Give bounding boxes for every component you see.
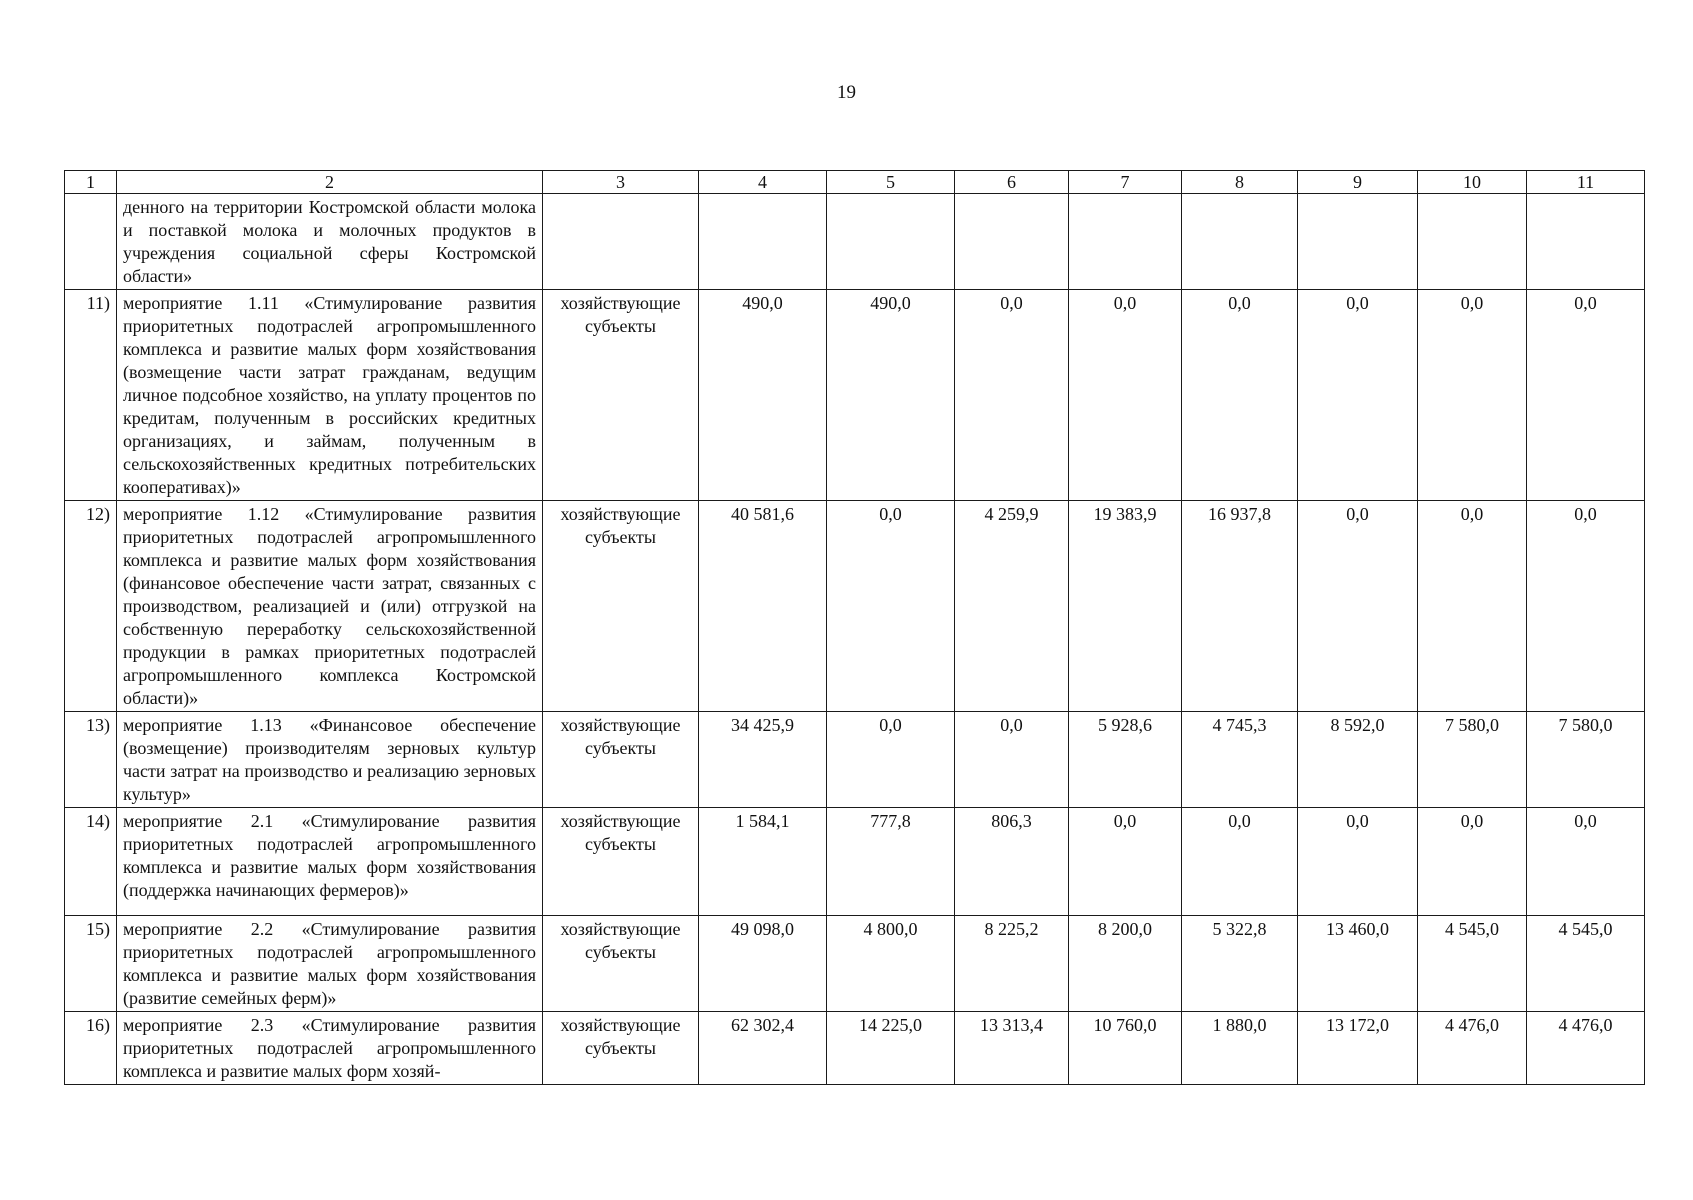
- funding-value: 4 476,0: [1418, 1012, 1527, 1085]
- funding-value: [1418, 194, 1527, 290]
- funding-value: 8 592,0: [1298, 712, 1418, 808]
- table-row: [65, 808, 1645, 916]
- funding-value: 0,0: [1298, 290, 1418, 501]
- funding-value: 13 172,0: [1298, 1012, 1418, 1085]
- funding-value: 7 580,0: [1527, 712, 1645, 808]
- funding-value: 8 225,2: [955, 916, 1069, 1012]
- executor: хозяйствующие субъекты: [543, 712, 699, 808]
- column-header: 5: [827, 171, 955, 194]
- page-number: 19: [837, 82, 856, 103]
- measure-description: мероприятие 2.2 «Стимулирование развития приоритетных подотраслей агропромышленного комплекса и развитие малых форм хозяйствования (развитие семейных ферм)»: [117, 916, 543, 1012]
- column-header: 7: [1069, 171, 1182, 194]
- funding-value: 1 584,1: [699, 808, 827, 916]
- executor: хозяйствующие субъекты: [543, 916, 699, 1012]
- funding-value: 49 098,0: [699, 916, 827, 1012]
- program-measures-table: [64, 170, 1645, 1085]
- funding-value: 16 937,8: [1182, 501, 1298, 712]
- funding-value: 0,0: [955, 712, 1069, 808]
- measure-description: мероприятие 2.3 «Стимулирование развития приоритетных подотраслей агропромышленного комплекса и развитие малых форм хозяй-: [117, 1012, 543, 1085]
- funding-value: 40 581,6: [699, 501, 827, 712]
- funding-value: 490,0: [827, 290, 955, 501]
- executor: хозяйствующие субъекты: [543, 808, 699, 916]
- funding-value: 0,0: [1069, 808, 1182, 916]
- executor: хозяйствующие субъекты: [543, 1012, 699, 1085]
- column-header: 6: [955, 171, 1069, 194]
- funding-value: 0,0: [1418, 501, 1527, 712]
- column-header: 4: [699, 171, 827, 194]
- executor: хозяйствующие субъекты: [543, 501, 699, 712]
- row-number: 11): [65, 290, 117, 501]
- funding-value: 0,0: [827, 501, 955, 712]
- measure-description: мероприятие 2.1 «Стимулирование развития приоритетных подотраслей агропромышленного комплекса и развитие малых форм хозяйствования (поддержка начинающих фермеров)»: [117, 808, 543, 916]
- funding-value: [1527, 194, 1645, 290]
- row-number: 16): [65, 1012, 117, 1085]
- funding-value: 806,3: [955, 808, 1069, 916]
- table-row: [65, 501, 1645, 712]
- measure-description: денного на территории Костромской области молока и поставкой молока и молочных продуктов в учреждения социальной сферы Костромской области»: [117, 194, 543, 290]
- funding-value: [955, 194, 1069, 290]
- funding-value: 4 745,3: [1182, 712, 1298, 808]
- table-row: [65, 712, 1645, 808]
- funding-value: 7 580,0: [1418, 712, 1527, 808]
- column-header: 3: [543, 171, 699, 194]
- table-row: [65, 1012, 1645, 1085]
- funding-value: 0,0: [1298, 501, 1418, 712]
- funding-value: 10 760,0: [1069, 1012, 1182, 1085]
- executor: хозяйствующие субъекты: [543, 290, 699, 501]
- funding-value: 8 200,0: [1069, 916, 1182, 1012]
- table-row: [65, 194, 1645, 290]
- funding-value: 5 322,8: [1182, 916, 1298, 1012]
- funding-value: 0,0: [1418, 290, 1527, 501]
- column-header: 1: [65, 171, 117, 194]
- funding-value: 5 928,6: [1069, 712, 1182, 808]
- column-header: 8: [1182, 171, 1298, 194]
- funding-value: [699, 194, 827, 290]
- column-header: 2: [117, 171, 543, 194]
- funding-value: 0,0: [1527, 808, 1645, 916]
- funding-value: 0,0: [1418, 808, 1527, 916]
- funding-value: 19 383,9: [1069, 501, 1182, 712]
- funding-value: 0,0: [1527, 501, 1645, 712]
- row-number: [65, 194, 117, 290]
- measure-description: мероприятие 1.13 «Финансовое обеспечение (возмещение) производителям зерновых культур части затрат на производство и реализацию зерновых культур»: [117, 712, 543, 808]
- funding-value: 4 545,0: [1418, 916, 1527, 1012]
- funding-value: 34 425,9: [699, 712, 827, 808]
- funding-value: 0,0: [1298, 808, 1418, 916]
- funding-value: 0,0: [1527, 290, 1645, 501]
- row-number: 15): [65, 916, 117, 1012]
- row-number: 14): [65, 808, 117, 916]
- funding-value: 1 880,0: [1182, 1012, 1298, 1085]
- funding-value: [1069, 194, 1182, 290]
- funding-value: 62 302,4: [699, 1012, 827, 1085]
- column-header: 9: [1298, 171, 1418, 194]
- executor: [543, 194, 699, 290]
- funding-value: 777,8: [827, 808, 955, 916]
- funding-value: [1298, 194, 1418, 290]
- funding-value: 0,0: [955, 290, 1069, 501]
- table-row: [65, 916, 1645, 1012]
- table-row: [65, 290, 1645, 501]
- funding-value: [1182, 194, 1298, 290]
- measure-description: мероприятие 1.11 «Стимулирование развития приоритетных подотраслей агропромышленного комплекса и развитие малых форм хозяйствования (возмещение части затрат гражданам, ведущим личное подсобное хозяйство, на уплату процентов по кредитам, полученным в российских кредитных организациях, и займам, полученным в сельскохозяйственных кредитных потребительских кооперативах)»: [117, 290, 543, 501]
- funding-value: 4 476,0: [1527, 1012, 1645, 1085]
- funding-value: 0,0: [1182, 808, 1298, 916]
- funding-value: 490,0: [699, 290, 827, 501]
- funding-value: [827, 194, 955, 290]
- funding-value: 4 800,0: [827, 916, 955, 1012]
- column-header: 11: [1527, 171, 1645, 194]
- funding-value: 0,0: [827, 712, 955, 808]
- funding-value: 0,0: [1182, 290, 1298, 501]
- column-number-header-row: [65, 171, 1645, 194]
- measure-description: мероприятие 1.12 «Стимулирование развития приоритетных подотраслей агропромышленного комплекса и развитие малых форм хозяйствования (финансовое обеспечение части затрат, связанных с производством, реализацией и (или) отгрузкой на собственную переработку сельскохозяйственной продукции в рамках приоритетных подотраслей агропромышленного комплекса Костромской области)»: [117, 501, 543, 712]
- funding-value: 4 259,9: [955, 501, 1069, 712]
- funding-value: 14 225,0: [827, 1012, 955, 1085]
- funding-value: 4 545,0: [1527, 916, 1645, 1012]
- row-number: 12): [65, 501, 117, 712]
- column-header: 10: [1418, 171, 1527, 194]
- funding-value: 13 460,0: [1298, 916, 1418, 1012]
- row-number: 13): [65, 712, 117, 808]
- funding-value: 0,0: [1069, 290, 1182, 501]
- funding-value: 13 313,4: [955, 1012, 1069, 1085]
